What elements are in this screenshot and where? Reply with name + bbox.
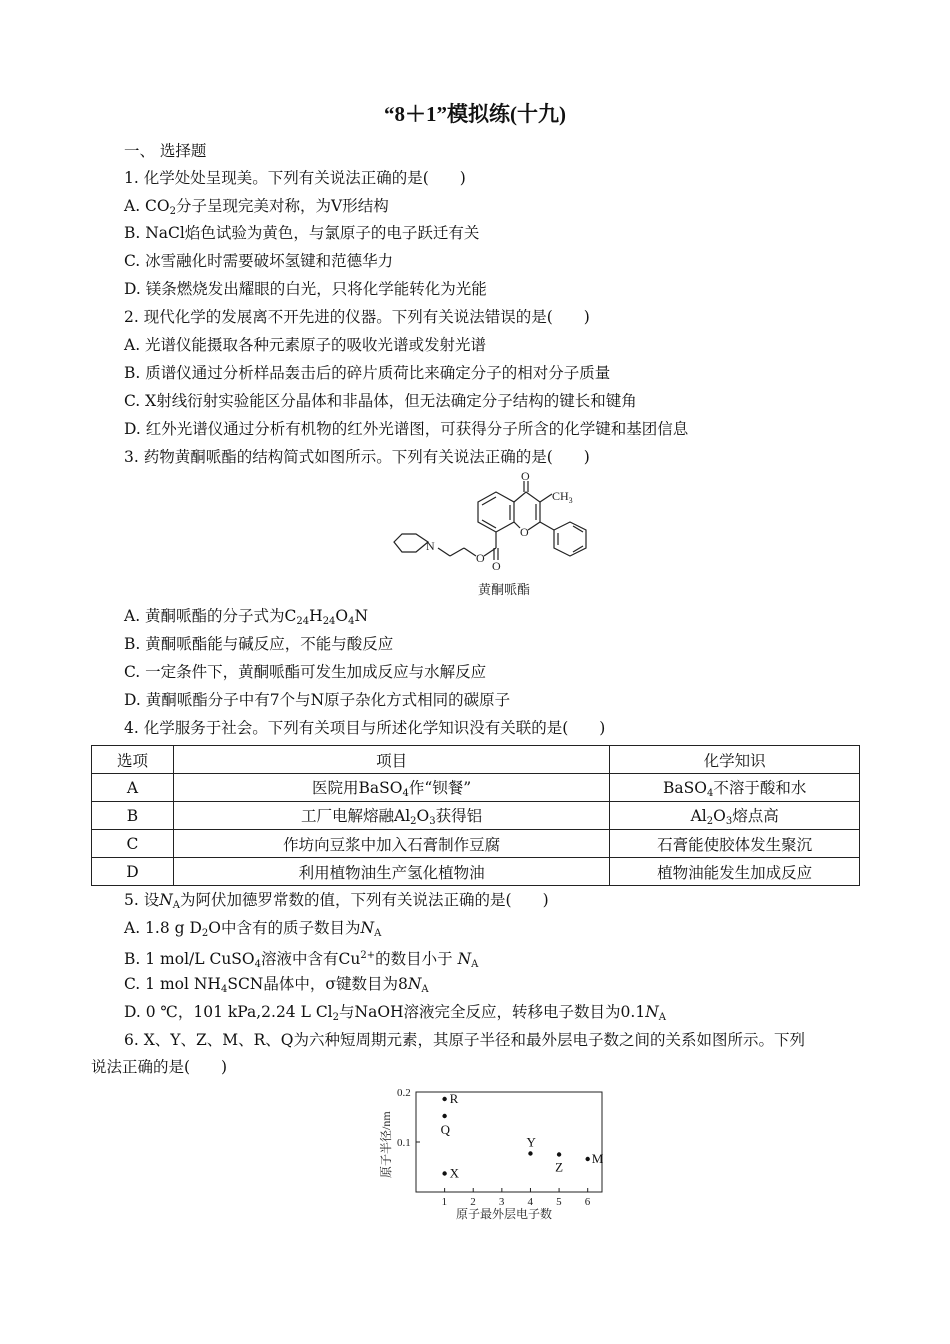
q6-stem-line2: 说法正确的是( ) — [91, 1058, 228, 1076]
q3-option-a: A. 黄酮哌酯的分子式为$C_{24}H_{24}O_4N$ — [124, 607, 369, 627]
header-option: 选项 — [92, 746, 174, 774]
point-label-r: R — [449, 1091, 459, 1106]
carbonyl-oxygen-label: O — [521, 470, 530, 483]
q5-option-c: C. 1 mol $NH_4SCN$晶体中，σ键数目为$8N_A$ — [124, 975, 429, 995]
y-tick-label: 0.2 — [397, 1087, 411, 1099]
radius-vs-valence-chart — [376, 1080, 616, 1225]
row-option: D — [92, 858, 174, 886]
q5-option-b: B. 1 mol/L CuSO$_4$溶液中含有$Cu^{2+}$的数目小于 $N_A$ — [124, 950, 479, 970]
point-label-y: Y — [526, 1134, 536, 1150]
q4-table — [91, 745, 860, 886]
q5-stem: 5. 设$N_A$为阿伏加德罗常数的值，下列有关说法正确的是( ) — [124, 891, 549, 911]
y-tick-label: 0.1 — [397, 1137, 411, 1149]
plot-frame — [416, 1092, 602, 1192]
header-knowledge: 化学知识 — [610, 746, 860, 774]
q6-stem-line1: 6. X、Y、Z、M、R、Q为六种短周期元素，其原子半径和最外层电子数之间的关系如图所示。下列 — [124, 1031, 806, 1049]
x-tick-label: 4 — [527, 1196, 533, 1208]
row-knowledge: BaSO$_4$不溶于酸和水 — [610, 774, 860, 802]
row-item: 工厂电解熔融$Al_2O_3$获得铝 — [173, 802, 609, 830]
point-label-z: Z — [555, 1159, 564, 1175]
x-tick-label: 5 — [556, 1196, 562, 1208]
flavoxate-structure-figure — [390, 470, 590, 600]
q1-stem: 1. 化学处处呈现美。下列有关说法正确的是( ) — [124, 169, 466, 187]
q1-option-c: C. 冰雪融化时需要破坏氢键和范德华力 — [124, 252, 394, 270]
q5-option-d: D. 0 ℃，101 kPa,2.24 L $Cl_2$与NaOH溶液完全反应，转移电子数目为$0.1N_A$ — [124, 1003, 666, 1023]
q2-stem: 2. 现代化学的发展离不开先进的仪器。下列有关说法错误的是( ) — [124, 308, 590, 326]
table-header-row — [92, 746, 860, 774]
q2-option-a: A. 光谱仪能摄取各种元素原子的吸收光谱或发射光谱 — [124, 336, 487, 354]
y-axis-label: 原子半径/nm — [379, 1111, 393, 1178]
q1-option-d: D. 镁条燃烧发出耀眼的白光，只将化学能转化为光能 — [124, 280, 487, 298]
point-label-q: Q — [440, 1122, 451, 1137]
row-item: 医院用BaSO$_4$作“钡餐” — [173, 774, 609, 802]
row-knowledge: 植物油能发生加成反应 — [610, 858, 860, 886]
x-tick-label: 2 — [470, 1196, 476, 1208]
methyl-label: $CH_3$ — [552, 489, 573, 505]
structure-caption: 黄酮哌酯 — [478, 582, 531, 597]
ester-carbonyl-oxygen-label: O — [492, 559, 501, 573]
ester-oxygen-label: O — [476, 551, 485, 565]
q1-option-a: A. $CO_2$分子呈现完美对称，为V形结构 — [124, 197, 389, 217]
q3-option-c: C. 一定条件下，黄酮哌酯可发生加成反应与水解反应 — [124, 663, 487, 681]
x-axis-label: 原子最外层电子数 — [456, 1207, 553, 1221]
data-point-m — [585, 1157, 589, 1161]
q2-option-d: D. 红外光谱仪通过分析有机物的红外光谱图，可获得分子所含的化学键和基团信息 — [124, 420, 689, 438]
row-option: A — [92, 774, 174, 802]
data-point-q — [442, 1114, 446, 1118]
q3-stem: 3. 药物黄酮哌酯的结构简式如图所示。下列有关说法正确的是( ) — [124, 448, 590, 466]
row-item: 作坊向豆浆中加入石膏制作豆腐 — [173, 830, 609, 858]
q5-option-a: A. 1.8 g $D_2O$中含有的质子数目为$N_A$ — [124, 919, 382, 939]
q3-option-d: D. 黄酮哌酯分子中有7个与N原子杂化方式相同的碳原子 — [124, 691, 511, 709]
q2-option-b: B. 质谱仪通过分析样品轰击后的碎片质荷比来确定分子的相对分子质量 — [124, 364, 611, 382]
point-label-x: X — [449, 1165, 460, 1181]
page-title: “8＋1”模拟练(十九) — [384, 102, 566, 126]
row-knowledge: 石膏能使胶体发生聚沉 — [610, 830, 860, 858]
x-tick-label: 3 — [498, 1196, 505, 1208]
row-knowledge: $Al_2O_3$熔点高 — [610, 802, 860, 830]
table-row — [92, 858, 860, 886]
row-option: C — [92, 830, 174, 858]
table-row — [92, 830, 860, 858]
table-row — [92, 774, 860, 802]
nitrogen-label: N — [426, 539, 435, 553]
x-tick-label: 1 — [441, 1196, 448, 1208]
header-item: 项目 — [173, 746, 609, 774]
q4-stem: 4. 化学服务于社会。下列有关项目与所述化学知识没有关联的是( ) — [124, 719, 606, 737]
section-heading: 一、 选择题 — [124, 142, 207, 160]
q1-option-b: B. NaCl焰色试验为黄色，与氯原子的电子跃迁有关 — [124, 224, 480, 242]
row-item: 利用植物油生产氢化植物油 — [173, 858, 609, 886]
data-point-x — [442, 1171, 446, 1175]
x-tick-label: 6 — [584, 1196, 591, 1208]
data-point-y — [528, 1151, 532, 1155]
table-row — [92, 802, 860, 830]
row-option: B — [92, 802, 174, 830]
point-label-m: M — [591, 1151, 604, 1166]
q3-option-b: B. 黄酮哌酯能与碱反应，不能与酸反应 — [124, 635, 394, 653]
ring-oxygen-label: O — [520, 525, 529, 539]
data-point-r — [442, 1097, 446, 1101]
data-point-z — [557, 1152, 561, 1156]
q2-option-c: C. X射线衍射实验能区分晶体和非晶体，但无法确定分子结构的键长和键角 — [124, 392, 637, 410]
